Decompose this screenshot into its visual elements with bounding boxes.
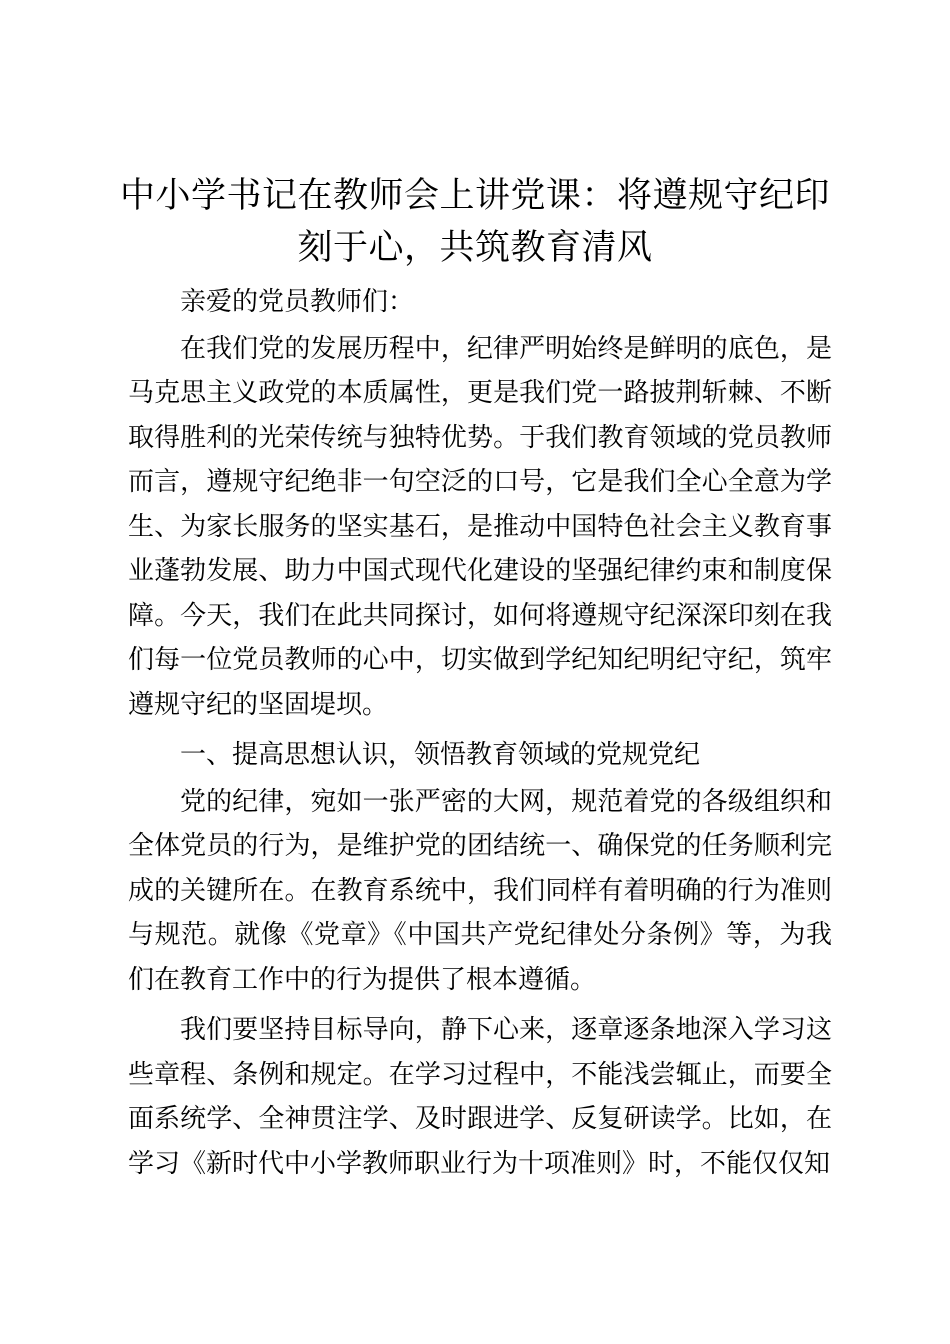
document-title: 中小学书记在教师会上讲党课：将遵规守纪印刻于心，共筑教育清风 xyxy=(119,176,830,268)
paragraph-2: 党的纪律，宛如一张严密的大网，规范着党的各级组织和全体党员的行为，是维护党的团结统一、确保党的任务顺利完成的关键所在。在教育系统中，我们同样有着明确的行为准则与规范。就像《党章》《中国共产党纪律处分条例》等，为我们在教育工作中的行为提供了根本遵循。 xyxy=(128,786,832,995)
paragraph-1: 在我们党的发展历程中，纪律严明始终是鲜明的底色，是马克思主义政党的本质属性，更是我们党一路披荆斩棘、不断取得胜利的光荣传统与独特优势。于我们教育领域的党员教师而言，遵规守纪绝非一句空泛的口号，它是我们全心全意为学生、为家长服务的坚实基石，是推动中国特色社会主义教育事业蓬勃发展、助力中国式现代化建设的坚强纪律约束和制度保障。今天，我们在此共同探讨，如何将遵规守纪深深印刻在我们每一位党员教师的心中，切实做到学纪知纪明纪守纪，筑牢遵规守纪的坚固堤坝。 xyxy=(128,333,832,720)
paragraph-3: 我们要坚持目标导向，静下心来，逐章逐条地深入学习这些章程、条例和规定。在学习过程中，不能浅尝辄止，而要全面系统学、全神贯注学、及时跟进学、反复研读学。比如，在学习《新时代中小学教师职业行为十项准则》时，不能仅仅知 xyxy=(128,1015,832,1179)
greeting: 亲爱的党员教师们： xyxy=(180,287,415,317)
document-body xyxy=(128,280,832,1186)
section-1-heading: 一、提高思想认识，领悟教育领域的党规党纪 xyxy=(180,740,701,770)
